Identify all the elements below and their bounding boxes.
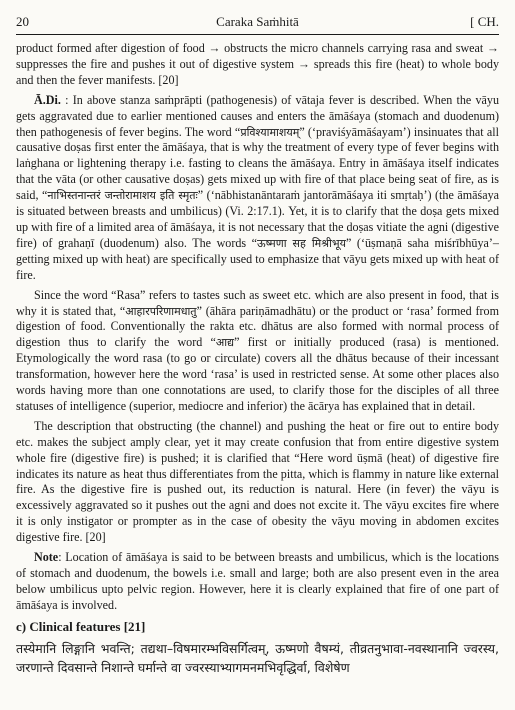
page-header [16, 14, 499, 35]
commentary-text-2: ” (‘praviśyāmāśayam’) insinuates that all causative doṣas first enter the āmāśaya, that is why the treatment of every type of fever begins with laṅghana or lightening therapy i.e. fasting to cleans the āmāśaya. Entry in āmāśaya itself indicates that the vāta (or other causative doṣas) gets mixed up with fire of that place being seat of fire, as is said, “ [16, 124, 499, 203]
note-text: : Location of āmāśaya is said to be between breasts and umbilicus, which is the locations of stomach and duodenum, the bowels i.e. small and large; both are also present even in the area below umbilicus upto pelvic region. However, here it is clearly explained that fire of one part of āmāśaya is involved. [16, 550, 499, 612]
sanskrit-quote-1: प्रविश्यामाशयम् [240, 125, 300, 139]
sanskrit-quote-5: आद्य [215, 336, 235, 350]
commentary-text-1: : In above stanza saṁprāpti (pathogenesis) of vātaja fever is described. When the vāyu gets aggravated due to earlier mentioned causes and enters the āmāśaya (stomach and duodenum) then pathogenesis of fever begins. The word “ [16, 92, 499, 139]
commentary-text-3: ” (‘nābhistanāntaraṁ jantorāmāśaya iti smṛtaḥ’) (the āmāśaya is situated between breasts and umbilicus) (Vi. 2:17.1). Yet, it is to clarify that the doṣa gets mixed up with fire of a limited area of āmāśaya, it is not necessary that the doṣas vitiate the agni (digestive fire) of grahaṇī (duodenum) also. The words “ [16, 188, 499, 250]
chapter-marker: [ CH. [470, 14, 499, 29]
section-heading: c) Clinical features [21] [16, 618, 146, 634]
paragraph-note [16, 550, 499, 614]
sanskrit-quote-4: आहारपरिणामधातु [125, 304, 197, 318]
page-body [16, 41, 499, 677]
sanskrit-quote-2: नाभिस्तनान्तरं जन्तोरामाशय इति स्मृतः [47, 189, 198, 203]
paragraph-description: The description that obstructing (the channel) and pushing the heat or fire out to entire body etc. makes the subject amply clear, yet it may create confusion that from entire digestive system whole fire (digestive fire) is pushed; it is clarified that “Here word ūṣmā (heat) of digestive fire indicates its nature as heat thus differentiates from the pitta, which is flammy in nature like external fire. As the digestive fire is pushed out, its reduction is natural. Here (in fever) the vāyu is excessively aggravated so it pushes out the agni and does not excite it. The vāyu excites fire where it is only instigator or prompter as in the case of obesity the vāyu moving in abdomen excites digestive fire. [20] [16, 418, 499, 545]
sanskrit-quote-3: ऊष्मणा सह मिश्रीभूय [257, 236, 347, 250]
sanskrit-verse: तस्येमानि लिङ्गानि भवन्ति; तद्यथा–विषमारम्भविसर्गित्वम्, ऊष्मणो वैषम्यं, तीव्रतनुभावा-नवस्थानानि ज्वरस्य, जरणान्ते दिवसान्ते निशान्ते घर्मान्ते वा ज्वरस्याभ्यागमनमभिवृद्धिर्वा, विशेषेण [16, 640, 499, 675]
paragraph-continuation: product formed after digestion of food → obstructs the micro channels carrying rasa and sweat → suppresses the fire and pushes it out of digestive system → spreads this fire (heat) to whole body and then the fever manifests. [20] [16, 41, 499, 87]
rasa-text-1: Since the word “Rasa” refers to tastes such as sweet etc. which are also present in food, that is why it is stated that, “ [16, 287, 499, 318]
commentary-text-4: ” (‘ūṣmaṇā saha miśrībhūya’–getting mixed up with heat) are specifically used to emphasize that vāyu gets mixed up with heat of fire. [16, 235, 499, 282]
note-label: Note [34, 550, 59, 565]
page-number: 20 [16, 14, 29, 29]
paragraph-rasa [16, 288, 499, 415]
rasa-text-2: ” (āhāra pariṇāmadhātu) or the product or ‘rasa’ formed from digestion of food. Conventionally the rakta etc. dhātus are also formed with normal process of digestion thus to clarify the word “ [16, 303, 500, 350]
rasa-text-3: ” first or initially produced (rasa) is mentioned. Etymologically the word rasa (to go or circulate) covers all the dhātus because of their incessant transformation, however here the word ‘rasa’ is used in restricted sense. At some other places also words having more than one connotations are used, to clarify those for the disciples of all three statuses of intelligence (superior, mediocre and inferior) the ācārya has explained that in detail. [16, 335, 499, 413]
commentary-label: Ā.Di. [34, 92, 61, 107]
paragraph-commentary [16, 93, 499, 284]
running-title: Caraka Saṁhitā [216, 14, 299, 29]
